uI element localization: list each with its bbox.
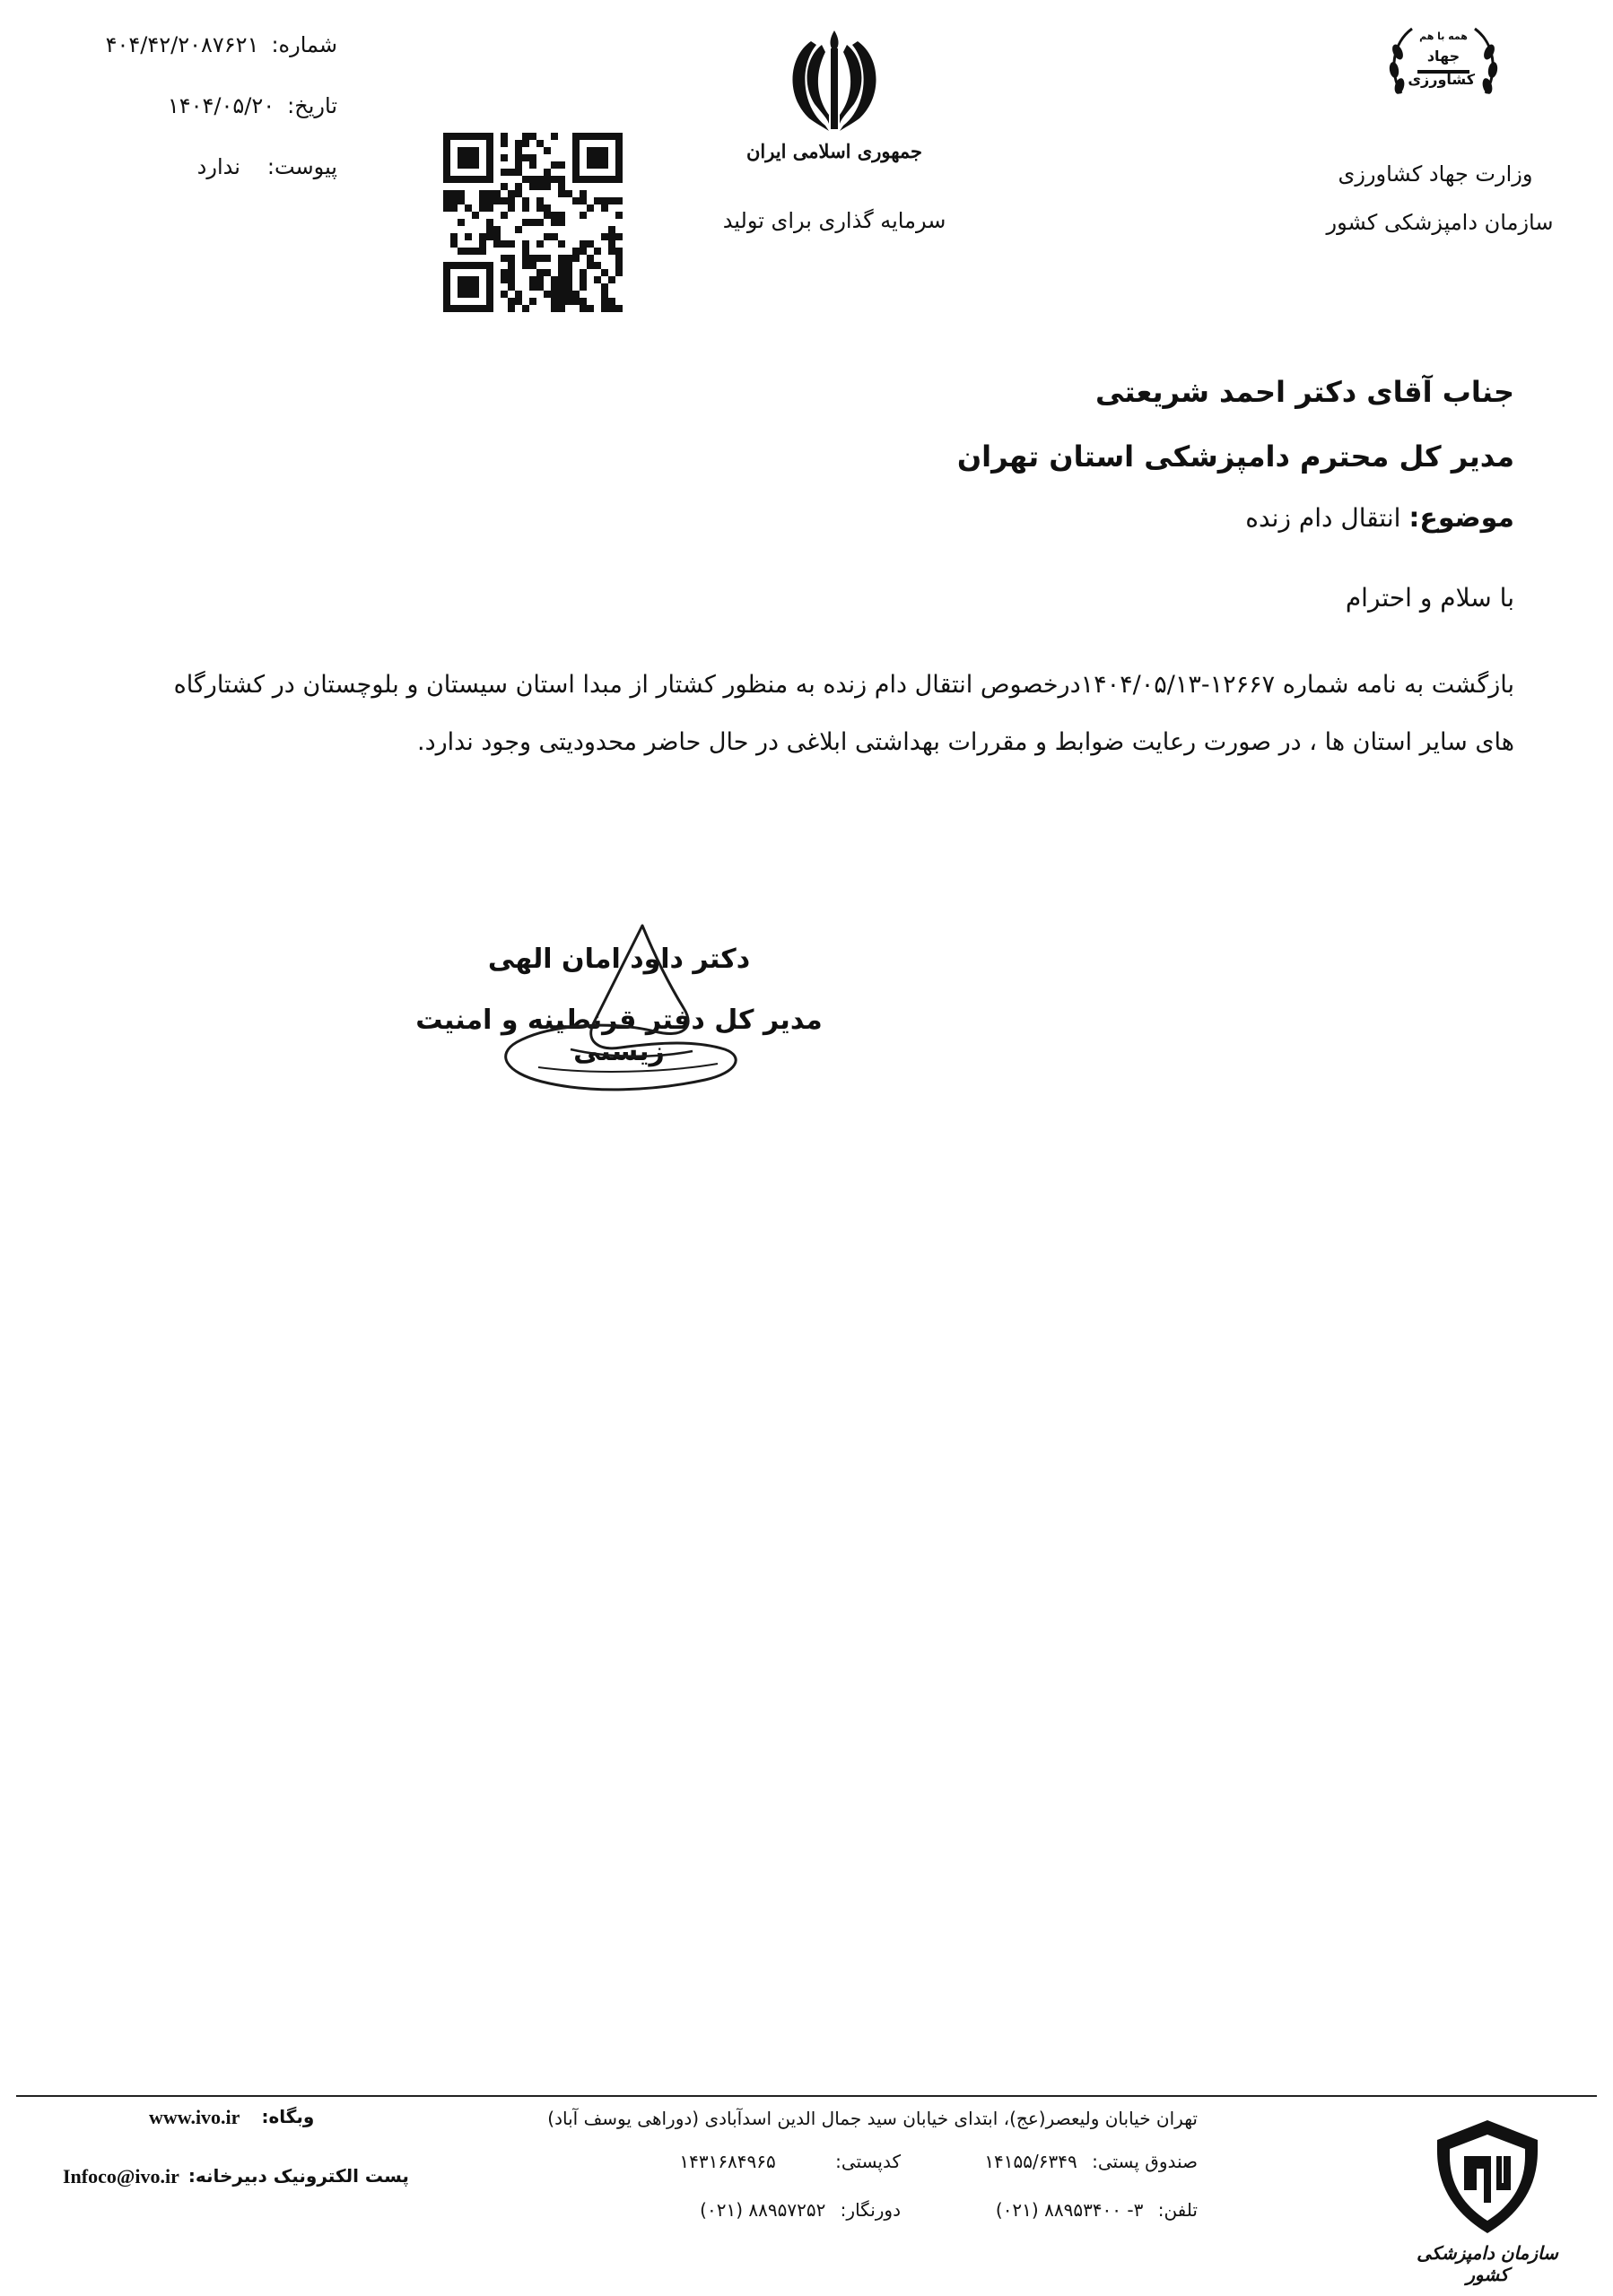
letter-attachment-value: ندارد xyxy=(196,154,240,179)
letter-number-row xyxy=(54,32,337,57)
footer-divider xyxy=(16,2095,1597,2097)
ivo-logo xyxy=(1425,2115,1550,2249)
slogan: سرمایه گذاری برای تولید xyxy=(722,208,946,233)
addressee-title: مدیر کل محترم دامپزشکی استان تهران xyxy=(956,439,1514,474)
footer-website xyxy=(149,2106,314,2129)
phone-label: تلفن: xyxy=(1157,2199,1198,2221)
website-label: وبگاه: xyxy=(261,2106,315,2127)
subject-value: انتقال دام زنده xyxy=(1245,503,1401,533)
subject-label: موضوع: xyxy=(1408,502,1514,534)
jahad-logo-text: جهاد کشاورزی xyxy=(1408,48,1475,88)
postal-code-value: ۱۴۳۱۶۸۴۹۶۵ xyxy=(679,2151,776,2172)
jahad-logo-top: همه با هم xyxy=(1419,30,1468,42)
emblem-caption: جمهوری اسلامی ایران xyxy=(745,140,923,162)
email-link[interactable]: Infoco@ivo.ir xyxy=(63,2165,179,2187)
po-box-value: ۱۴۱۵۵/۶۳۴۹ xyxy=(984,2151,1077,2172)
letter-attachment-label: پیوست: xyxy=(266,154,337,179)
ministry-name: وزارت جهاد کشاورزی xyxy=(1338,161,1533,187)
ivo-logo-caption: سازمان دامپزشکی کشور xyxy=(1417,2242,1558,2285)
iran-emblem-icon xyxy=(779,25,890,136)
footer-postal-code xyxy=(679,2151,901,2172)
fax-label: دورنگار: xyxy=(840,2199,901,2221)
signatory-name: دکتر داود امان الهی xyxy=(487,944,751,975)
letter-number-label: شماره: xyxy=(271,32,337,57)
footer-po-box xyxy=(984,2151,1198,2172)
signatory-title: مدیر کل دفتر قرنطینه و امنیت زیستی xyxy=(415,1004,823,1067)
letter-number-value: ۴۰۴/۴۲/۲۰۸۷۶۲۱ xyxy=(105,32,259,57)
footer-phone xyxy=(996,2199,1198,2221)
po-box-label: صندوق پستی: xyxy=(1092,2151,1198,2172)
qr-code xyxy=(443,133,623,312)
footer-email xyxy=(63,2165,409,2188)
jahad-keshavarzi-logo xyxy=(1382,16,1505,117)
phone-value: ۳- ۸۸۹۵۳۴۰۰ (۰۲۱) xyxy=(995,2199,1144,2221)
body-paragraph xyxy=(88,657,1514,771)
organization-name: سازمان دامپزشکی کشور xyxy=(1326,210,1554,235)
handwritten-signature xyxy=(484,915,754,1103)
letter-date-value: ۱۴۰۴/۰۵/۲۰ xyxy=(167,93,275,118)
fax-value: ۸۸۹۵۷۲۵۲ (۰۲۱) xyxy=(700,2199,826,2221)
email-label: پست الکترونیک دبیرخانه: xyxy=(187,2165,409,2187)
postal-code-label: کدپستی: xyxy=(835,2151,901,2172)
website-link[interactable]: www.ivo.ir xyxy=(149,2106,240,2128)
footer-address: تهران خیابان ولیعصر(عج)، ابتدای خیابان سید جمال الدین اسدآبادی (دوراهی یوسف آباد) xyxy=(547,2108,1198,2129)
body-paragraph-line-1: بازگشت به نامه شماره ۱۲۶۶۷-۱۴۰۴/۰۵/۱۳درخصوص انتقال دام زنده به منظور کشتار از مبدا استان سیستان و بلوچستان در کشتارگاه xyxy=(173,671,1514,699)
addressee-name: جناب آقای دکتر احمد شریعتی xyxy=(1095,375,1514,409)
body-paragraph-line-2: های سایر استان ها ، در صورت رعایت ضوابط و مقررات بهداشتی ابلاغی در حال حاضر محدودیتی وجود ندارد. xyxy=(416,728,1514,756)
letter-date-label: تاریخ: xyxy=(287,93,337,118)
greeting: با سلام و احترام xyxy=(1345,583,1514,613)
footer-fax xyxy=(700,2199,901,2221)
subject-line xyxy=(707,502,1514,534)
letter-attachment-row xyxy=(54,154,337,179)
letter-date-row xyxy=(54,93,337,118)
